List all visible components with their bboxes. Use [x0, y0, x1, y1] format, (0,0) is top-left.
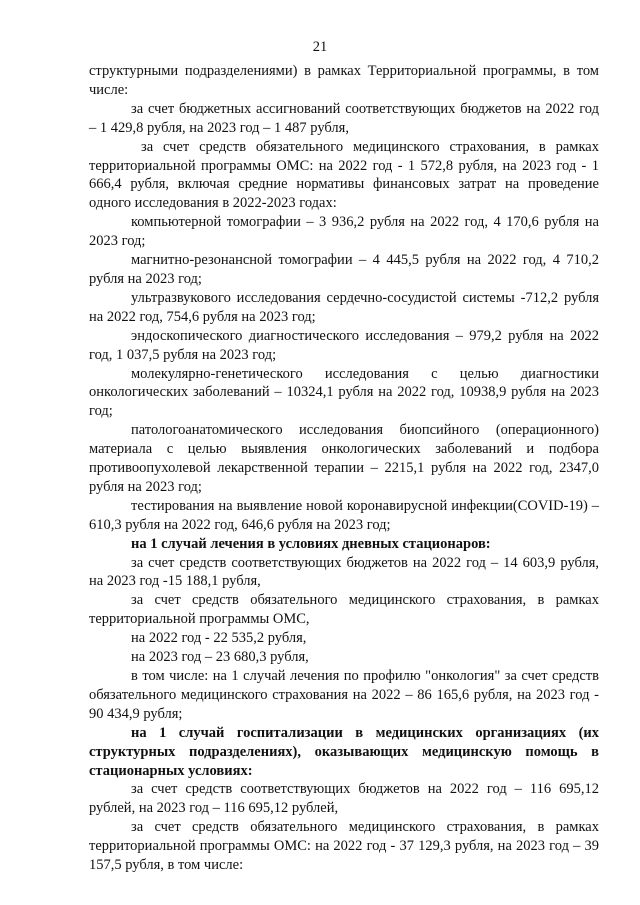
body-paragraph: молекулярно-генетического исследования с целью диагностики онкологических заболеваний – 10324,1 рубля на 2022 год, 10938,9 рубля на 2023 год;: [89, 365, 599, 420]
body-paragraph: за счет средств обязательного медицинского страхования, в рамках территориальной программы ОМС: на 2022 год - 37 129,3 рубля, на 2023 год – 39 157,5 рубля, в том числе:: [89, 819, 599, 874]
document-body: [89, 62, 599, 875]
body-paragraph: за счет средств соответствующих бюджетов на 2022 год – 14 603,9 рубля, на 2023 год -15 188,1 рубля,: [89, 554, 599, 590]
body-paragraph: на 2022 год - 22 535,2 рубля,: [131, 630, 307, 647]
body-paragraph: на 2023 год – 23 680,3 рубля,: [131, 649, 309, 666]
body-paragraph: за счет средств соответствующих бюджетов на 2022 год – 116 695,12 рублей, на 2023 год – 116 695,12 рублей,: [89, 781, 599, 817]
body-paragraph: за счет бюджетных ассигнований соответствующих бюджетов на 2022 год – 1 429,8 рубля, на 2023 год – 1 487 рубля,: [89, 100, 599, 136]
body-paragraph: эндоскопического диагностического исследования – 979,2 рубля на 2022 год, 1 037,5 рубля на 2023 год;: [89, 327, 599, 363]
page-number: 21: [312, 39, 328, 55]
section-heading-paragraph: на 1 случай госпитализации в медицинских организациях (их структурных подразделениях), оказывающих медицинскую помощь в стационарных условиях:: [89, 724, 599, 779]
body-paragraph: компьютерной томографии – 3 936,2 рубля на 2022 год, 4 170,6 рубля на 2023 год;: [89, 214, 599, 250]
body-paragraph: за счет средств обязательного медицинского страхования, в рамках территориальной программы ОМС: на 2022 год - 1 572,8 рубля, на 2023 год - 1 666,4 рубля, включая средние нормативы финансовых затрат на проведение одного исследования в 2022-2023 годах:: [89, 138, 599, 212]
body-paragraph: магнитно-резонансной томографии – 4 445,5 рубля на 2022 год, 4 710,2 рубля на 2023 год;: [89, 252, 599, 287]
body-paragraph: ультразвукового исследования сердечно-сосудистой системы -712,2 рубля на 2022 год, 754,6 рубля на 2023 год;: [89, 289, 599, 325]
body-paragraph: структурными подразделениями) в рамках Территориальной программы, в том числе:: [89, 63, 599, 98]
body-paragraph: в том числе: на 1 случай лечения по профилю "онкология" за счет средств обязательного медицинского страхования на 2022 – 86 165,6 рубля, на 2023 год - 90 434,9 рубля;: [89, 668, 599, 722]
body-paragraph: тестирования на выявление новой коронавирусной инфекции(COVID-19) – 610,3 рубля на 2022 год, 646,6 рубля на 2023 год;: [89, 497, 599, 533]
body-paragraph: патологоанатомического исследования биопсийного (операционного) материала с целью выявления онкологических заболеваний и подбора противоопухолевой лекарственной терапии – 2215,1 рубля на 2022 год, 2347,0 рубля на 2023 год;: [89, 422, 599, 495]
body-paragraph: за счет средств обязательного медицинского страхования, в рамках территориальной программы ОМС,: [89, 592, 599, 628]
section-heading-paragraph: на 1 случай лечения в условиях дневных стационаров:: [131, 535, 491, 552]
